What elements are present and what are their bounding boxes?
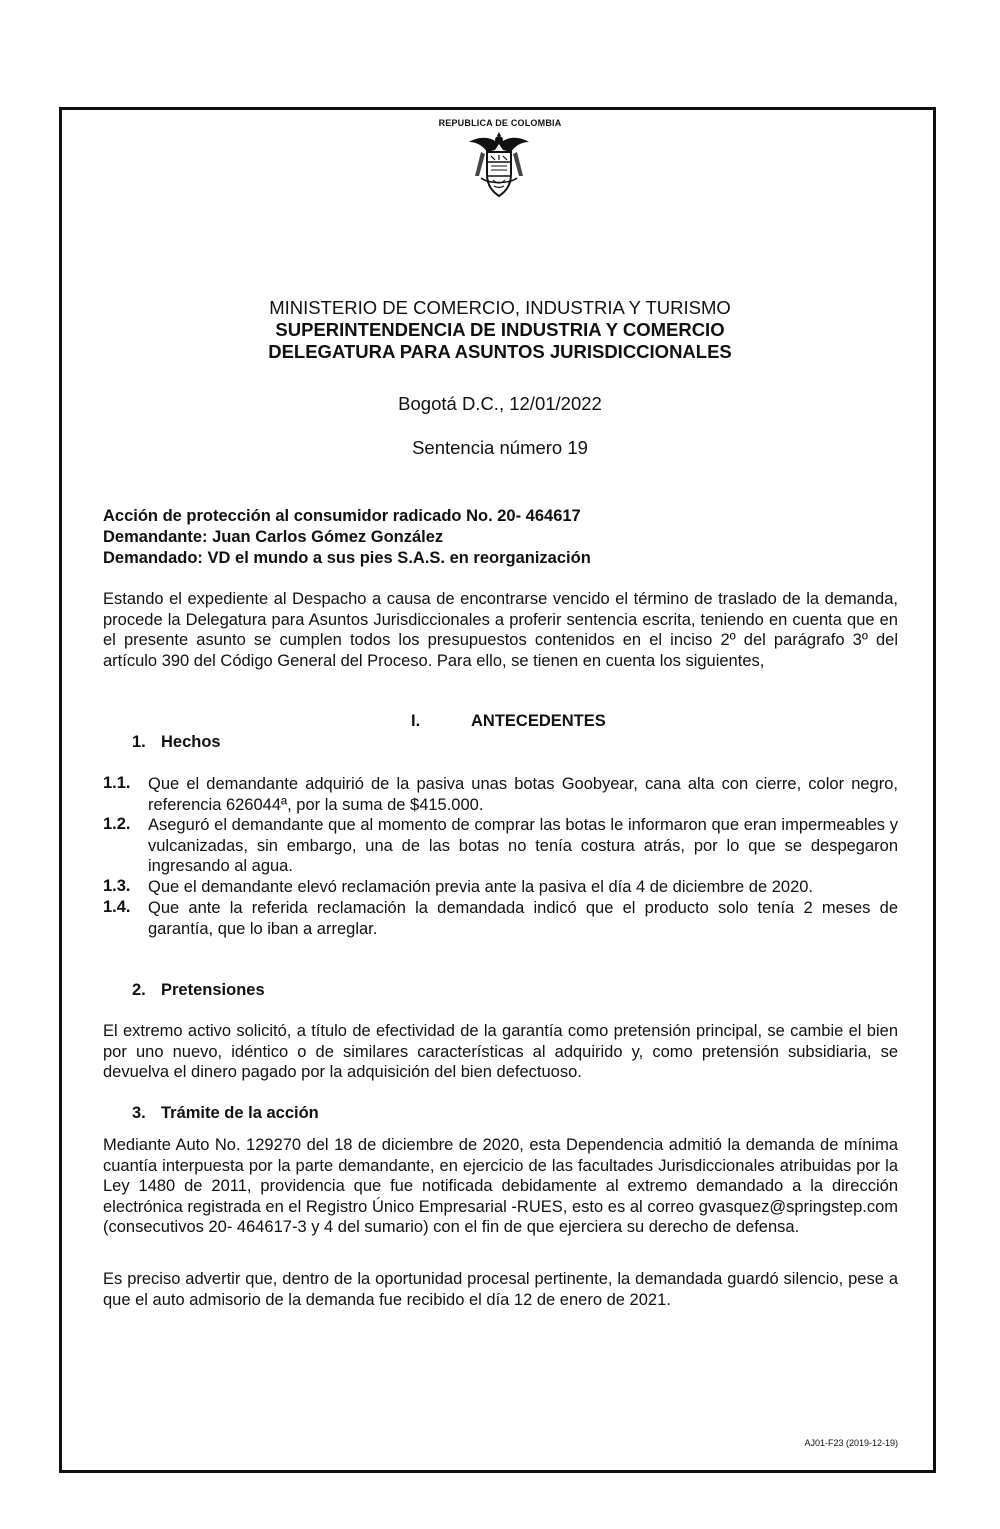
fact-number: 1.1. xyxy=(103,774,131,792)
fact-number: 1.2. xyxy=(103,815,131,833)
fact-text: Que el demandante adquirió de la pasiva unas botas Goobyear, cana alta con cierre, color negro, referencia 626044ª, por la suma de $415.000. xyxy=(148,775,898,814)
coat-of-arms-icon xyxy=(467,130,531,200)
intro-paragraph: Estando el expediente al Despacho a causa de encontrarse vencido el término de traslado de la demanda, procede la Delegatura para Asuntos Jurisdiccionales a proferir sentencia escrita, teniendo en cuenta que en el presente asunto se cumplen todos los presupuestos contenidos en el inciso 2º del parágrafo 3º del artículo 390 del Código General del Proceso. Para ello, se tienen en cuenta los siguientes, xyxy=(103,590,898,670)
fact-number: 1.3. xyxy=(103,877,131,895)
section-number: I. xyxy=(411,712,421,730)
country-label: REPUBLICA DE COLOMBIA xyxy=(438,118,562,128)
case-plaintiff: Demandante: Juan Carlos Gómez González xyxy=(103,528,444,546)
place-date: Bogotá D.C., 12/01/2022 xyxy=(398,393,602,414)
case-action: Acción de protección al consumidor radicado No. 20- 464617 xyxy=(103,507,581,525)
form-code: AJ01-F23 (2019-12-19) xyxy=(804,1438,898,1448)
fact-text: Que el demandante elevó reclamación previa ante la pasiva el día 4 de diciembre de 2020. xyxy=(148,878,814,896)
fact-number: 1.4. xyxy=(103,898,131,916)
ministry-name: MINISTERIO DE COMERCIO, INDUSTRIA Y TURISMO xyxy=(269,297,731,318)
procedure-paragraph-1: Mediante Auto No. 129270 del 18 de diciembre de 2020, esta Dependencia admitió la demanda de mínima cuantía interpuesta por la parte demandante, en ejercicio de las facultades Jurisdiccionales atribuidas por la Ley 1480 de 2011, providencia que fue notificada debidamente al extremo demandado a la dirección electrónica registrada en el Registro Único Empresarial -RUES, esto es al correo gvasquez@springstep.com (consecutivos 20- 464617-3 y 4 del sumario) con el fin de que ejerciera su derecho de defensa. xyxy=(103,1136,898,1237)
procedure-paragraph-2: Es preciso advertir que, dentro de la oportunidad procesal pertinente, la demandada guardó silencio, pese a que el auto admisorio de la demanda fue recibido el día 12 de enero de 2021. xyxy=(103,1270,898,1309)
subsection-title: Trámite de la acción xyxy=(161,1104,319,1122)
section-title: ANTECEDENTES xyxy=(471,712,606,730)
subsection-number: 2. xyxy=(132,981,146,999)
subsection-number: 1. xyxy=(132,733,146,751)
sentence-number: Sentencia número 19 xyxy=(412,437,588,458)
claims-paragraph: El extremo activo solicitó, a título de efectividad de la garantía como pretensión principal, se cambie el bien por uno nuevo, idéntico o de similares características al adquirido y, como pretensión subsidiaria, se devuelva el dinero pagado por la adquisición del bien defectuoso. xyxy=(103,1022,898,1082)
fact-text: Aseguró el demandante que al momento de comprar las botas le informaron que eran impermeables y vulcanizadas, sin embargo, una de las botas no tenía costura atrás, por lo que se despegaron ingresando al agua. xyxy=(148,816,898,876)
delegation-name: DELEGATURA PARA ASUNTOS JURISDICCIONALES xyxy=(268,341,732,362)
superintendence-name: SUPERINTENDENCIA DE INDUSTRIA Y COMERCIO xyxy=(275,319,725,340)
institution-header xyxy=(0,297,1000,363)
fact-text: Que ante la referida reclamación la demandada indicó que el producto solo tenía 2 meses de garantía, que lo iban a arreglar. xyxy=(148,899,898,938)
subsection-title: Pretensiones xyxy=(161,981,265,999)
subsection-number: 3. xyxy=(132,1104,146,1122)
subsection-title: Hechos xyxy=(161,733,221,751)
case-info xyxy=(103,506,591,569)
case-defendant: Demandado: VD el mundo a sus pies S.A.S. en reorganización xyxy=(103,549,591,567)
